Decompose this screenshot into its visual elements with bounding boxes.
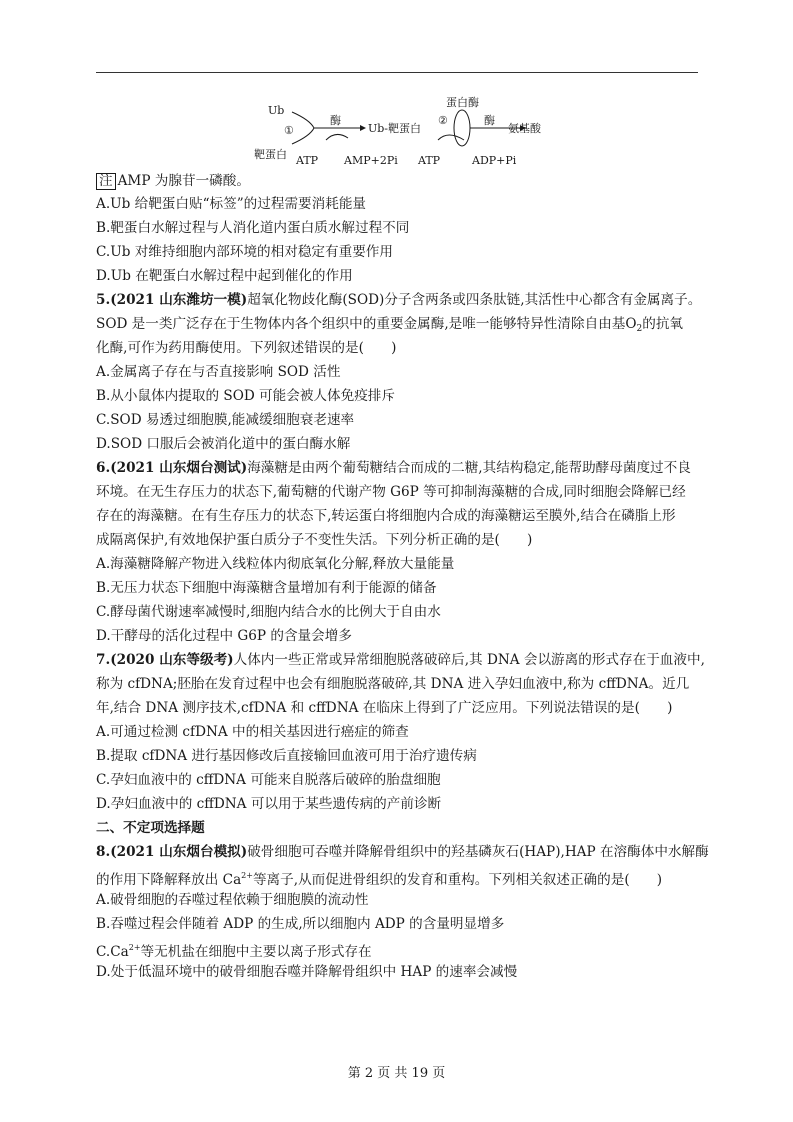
q7-option-b: B.提取 cfDNA 进行基因修改后直接输回血液可用于治疗遗传病	[96, 748, 477, 764]
atp-adp-curve2	[438, 135, 464, 140]
q7-text-1: 人体内一些正常或异常细胞脱落破碎后,其 DNA 会以游离的形式存在于血液中,	[233, 652, 705, 668]
q6-stem-line-4: 成隔离保护,有效地保护蛋白质分子不变性失活。下列分析正确的是( )	[96, 532, 533, 548]
complex-label: Ub-靶蛋白	[368, 122, 422, 135]
atp2-label: ATP	[418, 154, 441, 167]
q6-option-c: C.酵母菌代谢速率减慢时,细胞内结合水的比例大于自由水	[96, 604, 441, 620]
q5-text-2b: 的抗氧	[642, 316, 684, 332]
q7-stem-line-1	[96, 651, 705, 669]
q8-option-a: A.破骨细胞的吞噬过程依赖于细胞膜的流动性	[96, 892, 369, 908]
q4-option-c: C.Ub 对维持细胞内部环境的相对稳定有重要作用	[96, 244, 393, 260]
q7-source: (2020 山东等级考)	[110, 652, 234, 668]
q6-option-d: D.干酵母的活化过程中 G6P 的含量会增多	[96, 628, 352, 644]
q8-number: 8.	[96, 844, 111, 860]
q5-source: (2021 山东潍坊一模)	[110, 292, 248, 308]
q6-option-a: A.海藻糖降解产物进入线粒体内彻底氧化分解,释放大量能量	[96, 556, 455, 572]
q4-option-b: B.靶蛋白水解过程与人消化道内蛋白质水解过程不同	[96, 220, 410, 236]
step1-label: ①	[284, 124, 294, 137]
protease-label: 蛋白酶	[446, 96, 479, 109]
ubiquitin-pathway-diagram	[250, 92, 550, 172]
q7-option-d: D.孕妇血液中的 cffDNA 可以用于某些遗传病的产前诊断	[96, 796, 442, 812]
q7-number: 7.	[96, 652, 111, 668]
adp-label: ADP+Pi	[472, 154, 517, 167]
q4-option-a: A.Ub 给靶蛋白贴“标签”的过程需要消耗能量	[96, 196, 367, 212]
q6-source: (2021 山东烟台测试)	[110, 460, 248, 476]
q4-option-d: D.Ub 在靶蛋白水解过程中起到催化的作用	[96, 268, 353, 284]
atp-amp-curve1	[326, 134, 348, 140]
q7-option-a: A.可通过检测 cfDNA 中的相关基因进行癌症的筛查	[96, 724, 409, 740]
q5-text-1: 超氧化物歧化酶(SOD)分子含两条或四条肽链,其活性中心都含有金属离子。	[247, 292, 702, 308]
q8-stem-line-1	[96, 843, 709, 861]
ub-label: Ub	[268, 104, 285, 117]
q8-stem-line-2	[96, 867, 662, 889]
q6-number: 6.	[96, 460, 111, 476]
q8-option-c-superscript: 2+	[128, 943, 141, 952]
target-label: 靶蛋白	[254, 148, 287, 161]
q8-option-b: B.吞噬过程会伴随着 ADP 的生成,所以细胞内 ADP 的含量明显增多	[96, 916, 505, 932]
q8-option-c-b: 等无机盐在细胞中主要以离子形式存在	[140, 944, 372, 960]
q7-option-c: C.孕妇血液中的 cffDNA 可能来自脱落后破碎的胎盘细胞	[96, 772, 441, 788]
q5-subscript: 2	[636, 324, 643, 334]
q5-option-a: A.金属离子存在与否直接影响 SOD 活性	[96, 364, 341, 380]
q8-option-d: D.处于低温环境中的破骨细胞吞噬并降解骨组织中 HAP 的速率会减慢	[96, 964, 518, 980]
q6-stem-line-2: 环境。在无生存压力的状态下,葡萄糖的代谢产物 G6P 等可抑制海藻糖的合成,同时细胞会降解已经	[96, 484, 686, 500]
enzyme2-label: 酶	[484, 114, 495, 127]
arrow1-head	[360, 125, 366, 131]
q5-option-d: D.SOD 口服后会被消化道中的蛋白酶水解	[96, 436, 351, 452]
q5-number: 5.	[96, 292, 111, 308]
q8-text-2b: 等离子,从而促进骨组织的发育和重构。下列相关叙述正确的是( )	[252, 872, 663, 888]
q8-source: (2021 山东烟台模拟)	[110, 844, 248, 860]
q8-option-c	[96, 939, 372, 961]
q5-stem-line-2	[96, 315, 683, 338]
q8-option-c-a: C.Ca	[96, 944, 129, 960]
note-line	[96, 172, 250, 190]
q5-option-b: B.从小鼠体内提取的 SOD 可能会被人体免疫排斥	[96, 388, 395, 404]
atp1-label: ATP	[296, 154, 319, 167]
product-label: 氨基酸	[508, 122, 541, 135]
step2-label: ②	[438, 114, 448, 127]
q8-superscript: 2+	[241, 871, 253, 880]
section-heading: 二、不定项选择题	[96, 820, 205, 836]
q5-stem-line-3: 化酶,可作为药用酶使用。下列叙述错误的是( )	[96, 340, 397, 356]
page-footer: 第 2 页 共 19 页	[347, 1066, 446, 1081]
q5-option-c: C.SOD 易透过细胞膜,能减缓细胞衰老速率	[96, 412, 355, 428]
q5-stem-line-1	[96, 291, 701, 309]
amp-label: AMP+2Pi	[344, 154, 398, 167]
ub-input-line	[292, 112, 314, 128]
q5-text-2a: SOD 是一类广泛存在于生物体内各个组织中的重要金属酶,是唯一能够特异性清除自由基O	[96, 316, 637, 332]
enzyme1-label: 酶	[330, 114, 341, 127]
q8-text-1: 破骨细胞可吞噬并降解骨组织中的羟基磷灰石(HAP),HAP 在溶酶体中水解酶	[247, 844, 709, 860]
q6-text-1: 海藻糖是由两个葡萄糖结合而成的二糖,其结构稳定,能帮助酵母菌度过不良	[247, 460, 691, 476]
q6-stem-line-1	[96, 459, 691, 477]
note-text: AMP 为腺苷一磷酸。	[117, 173, 250, 189]
target-input-line	[292, 128, 314, 144]
note-box: 注	[96, 173, 116, 190]
header-rule	[96, 72, 698, 73]
q6-option-b: B.无压力状态下细胞中海藻糖含量增加有利于能源的储备	[96, 580, 437, 596]
q8-text-2a: 的作用下降解释放出 Ca	[96, 872, 242, 888]
q6-stem-line-3: 存在的海藻糖。在有生存压力的状态下,转运蛋白将细胞内合成的海藻糖运至膜外,结合在磷脂上形	[96, 508, 676, 524]
q7-stem-line-2: 称为 cfDNA;胚胎在发育过程中也会有细胞脱落破碎,其 DNA 进入孕妇血液中,称为 cffDNA。近几	[96, 676, 690, 692]
q7-stem-line-3: 年,结合 DNA 测序技术,cfDNA 和 cffDNA 在临床上得到了广泛应用。下列说法错误的是( )	[96, 700, 673, 716]
protease-ellipse	[454, 110, 470, 146]
